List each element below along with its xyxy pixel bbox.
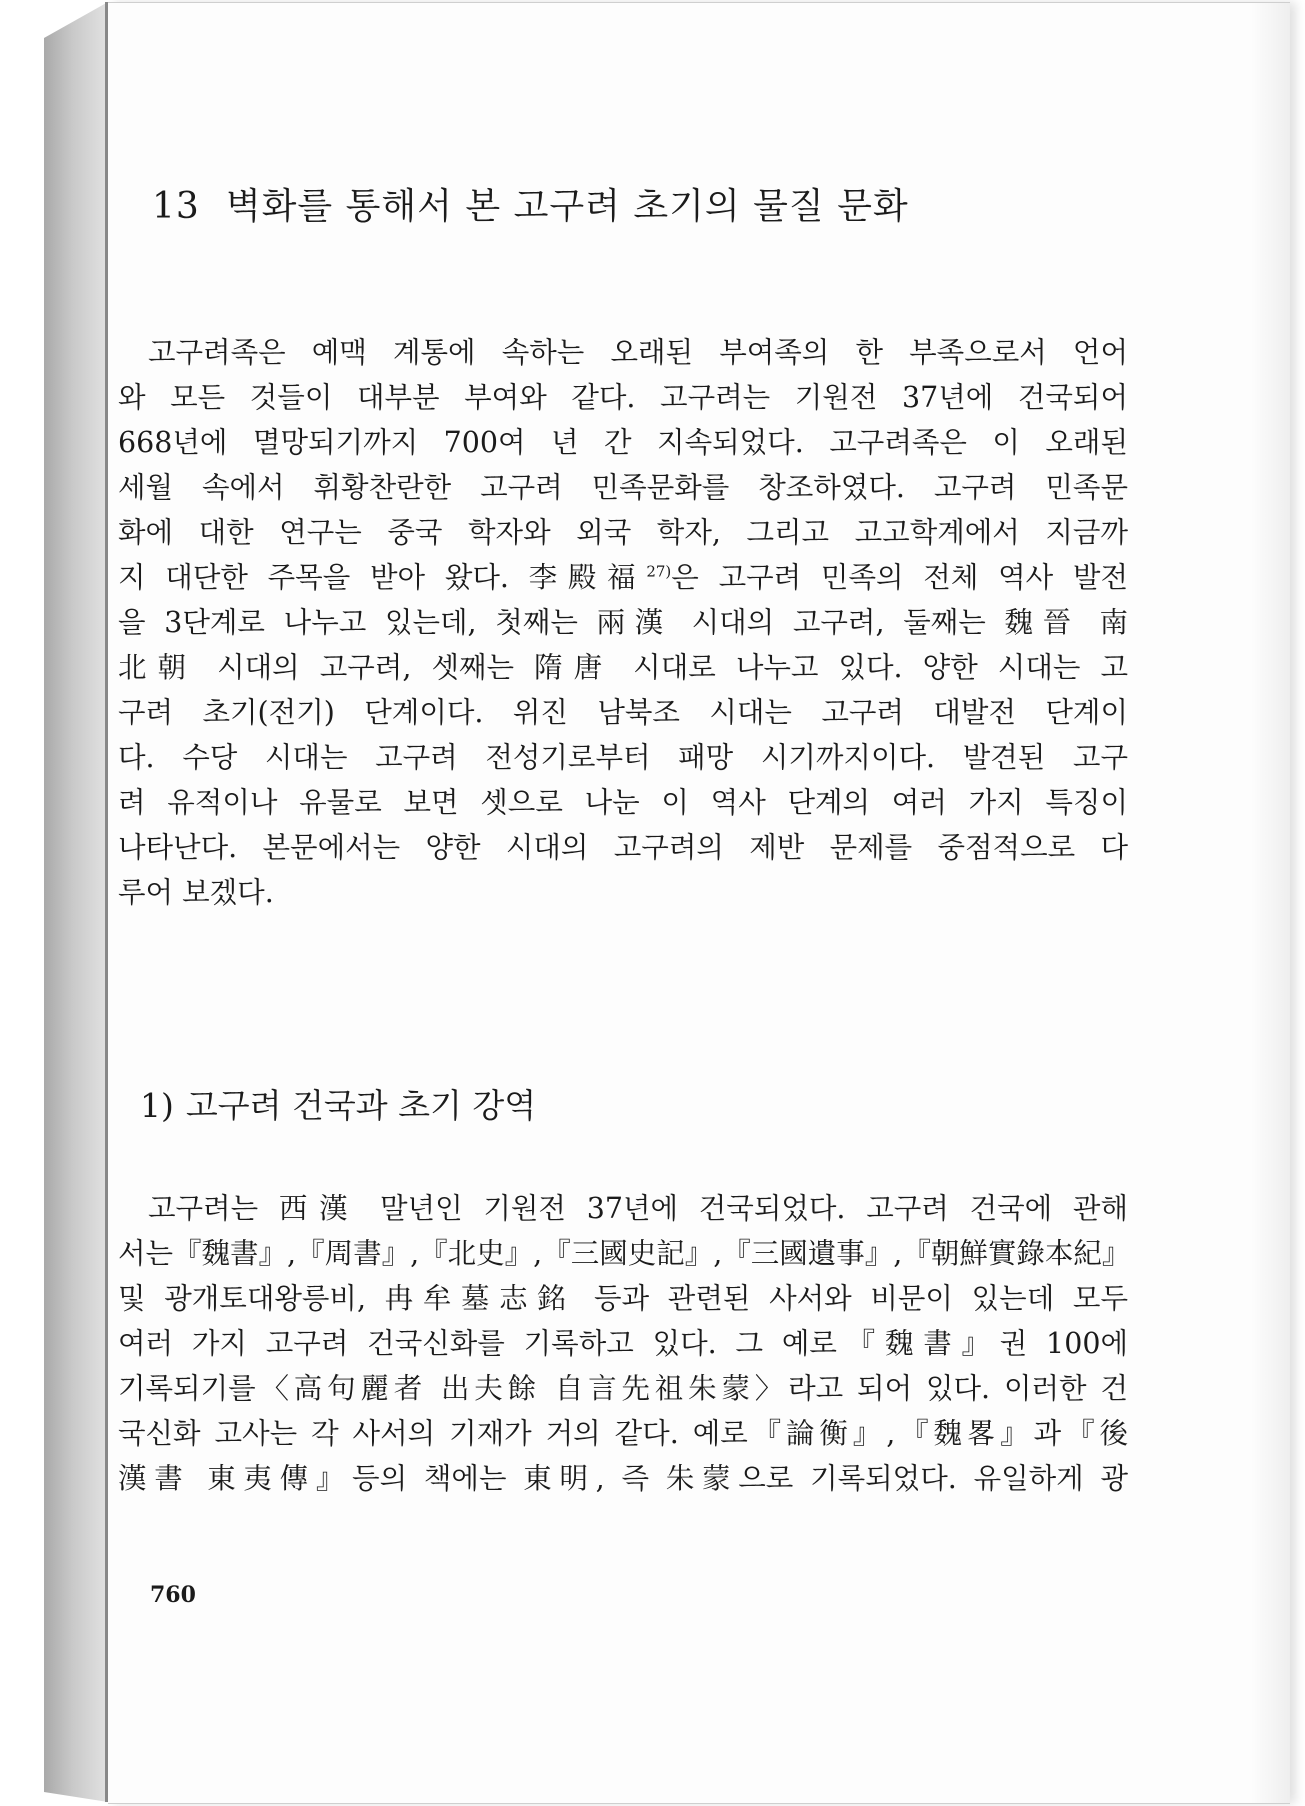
section-title-text: 고구려 건국과 초기 강역 bbox=[185, 1086, 537, 1125]
paragraph-founding bbox=[118, 1186, 1131, 1501]
paragraph-line-with-footnote bbox=[118, 555, 1128, 600]
paragraph-line: 을 3단계로 나누고 있는데, 첫째는 兩漢 시대의 고구려, 둘째는 魏晉 南 bbox=[118, 606, 1128, 639]
paragraph-line: 고구려는 西漢 말년인 기원전 37년에 건국되었다. 고구려 건국에 관해 bbox=[148, 1192, 1128, 1225]
footnote-marker: 27) bbox=[646, 562, 672, 581]
section-number: 1) bbox=[140, 1086, 174, 1125]
paragraph-line: 와 모든 것들이 대부분 부여와 같다. 고구려는 기원전 37년에 건국되어 bbox=[118, 381, 1128, 414]
paragraph-line: 서는『魏書』,『周書』,『北史』,『三國史記』,『三國遺事』,『朝鮮實錄本紀』 bbox=[118, 1237, 1131, 1270]
paragraph-line: 구려 초기(전기) 단계이다. 위진 남북조 시대는 고구려 대발전 단계이 bbox=[118, 696, 1128, 729]
paragraph-line: 및 광개토대왕릉비, 冉牟墓志銘 등과 관련된 사서와 비문이 있는데 모두 bbox=[118, 1282, 1128, 1315]
paragraph-line: 화에 대한 연구는 중국 학자와 외국 학자, 그리고 고고학계에서 지금까 bbox=[118, 516, 1128, 549]
section-heading bbox=[140, 1080, 536, 1127]
chapter-title-text: 벽화를 통해서 본 고구려 초기의 물질 문화 bbox=[225, 186, 909, 227]
chapter-title bbox=[152, 178, 1052, 229]
paragraph-intro bbox=[118, 330, 1128, 915]
page-shade bbox=[1250, 3, 1290, 1803]
paragraph-line: 국신화 고사는 각 사서의 기재가 거의 같다. 예로『論衡』,『魏畧』과『後 bbox=[118, 1417, 1128, 1450]
page-number: 760 bbox=[150, 1582, 196, 1608]
paragraph-line: 다. 수당 시대는 고구려 전성기로부터 패망 시기까지이다. 발견된 고구 bbox=[118, 741, 1128, 774]
paragraph-line: 고구려족은 예맥 계통에 속하는 오래된 부여족의 한 부족으로서 언어 bbox=[148, 336, 1128, 369]
paragraph-line: 나타난다. 본문에서는 양한 시대의 고구려의 제반 문제를 중점적으로 다 bbox=[118, 831, 1128, 864]
chapter-number: 13 bbox=[152, 186, 200, 227]
paragraph-line: 려 유적이나 유물로 보면 셋으로 나눈 이 역사 단계의 여러 가지 특징이 bbox=[118, 786, 1128, 819]
paragraph-line: 668년에 멸망되기까지 700여 년 간 지속되었다. 고구려족은 이 오래된 bbox=[118, 426, 1128, 459]
paragraph-line: 루어 보겠다. bbox=[118, 876, 274, 909]
paragraph-line: 세월 속에서 휘황찬란한 고구려 민족문화를 창조하였다. 고구려 민족문 bbox=[118, 471, 1128, 504]
paragraph-line: 北朝 시대의 고구려, 셋째는 隋唐 시대로 나누고 있다. 양한 시대는 고 bbox=[118, 651, 1128, 684]
paragraph-line: 여러 가지 고구려 건국신화를 기록하고 있다. 그 예로『魏書』권 100에 bbox=[118, 1327, 1128, 1360]
paragraph-line: 기록되기를〈高句麗者 出夫餘 自言先祖朱蒙〉라고 되어 있다. 이러한 건 bbox=[118, 1372, 1128, 1405]
line-text: 지 대단한 주목을 받아 왔다. 李殿福 bbox=[118, 561, 647, 594]
line-text: 은 고구려 민족의 전체 역사 발전 bbox=[671, 561, 1128, 594]
paragraph-line: 漢書 東夷傳』등의 책에는 東明, 즉 朱蒙으로 기록되었다. 유일하게 광 bbox=[118, 1462, 1128, 1495]
book-spine bbox=[44, 2, 108, 1802]
